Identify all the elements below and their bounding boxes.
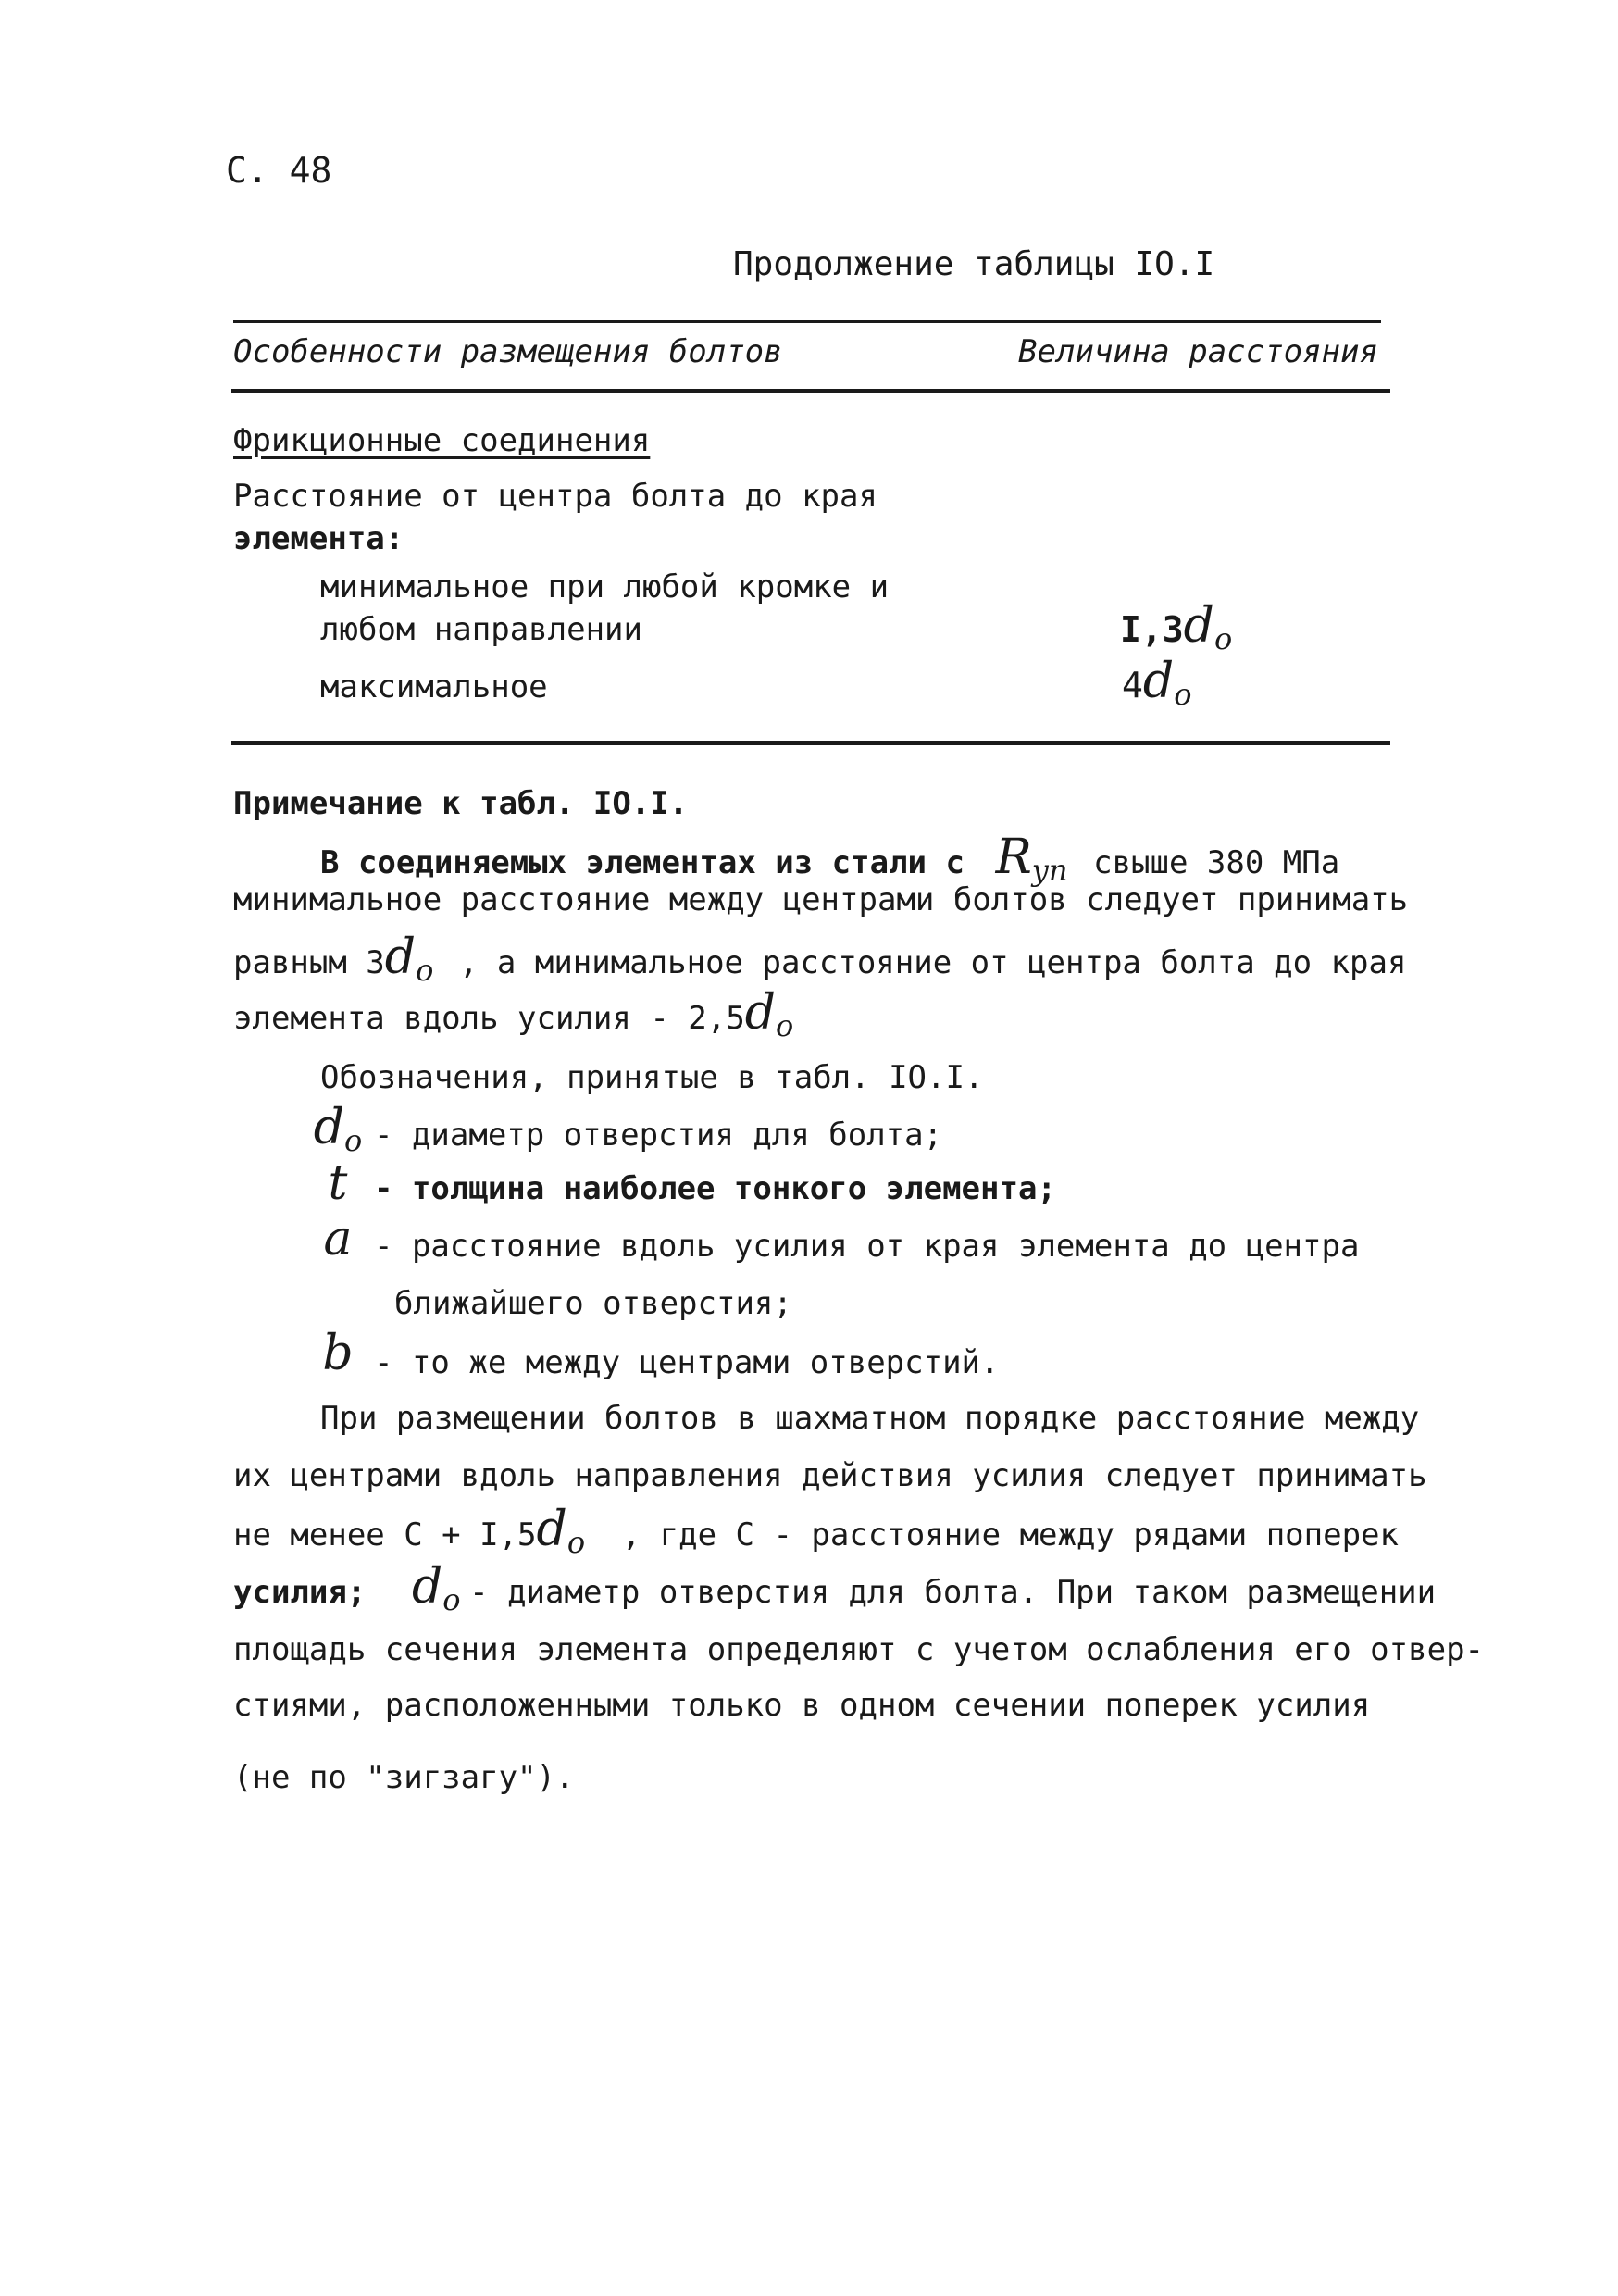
note-p1-line-4 [233, 985, 794, 1043]
page-number: С. 48 [226, 150, 332, 191]
legend-symbol: t [328, 1155, 348, 1211]
note-text: усилия; [233, 1574, 367, 1611]
note-p2-line-7: (не по "зигзагу"). [233, 1759, 575, 1796]
legend-text: - расстояние вдоль усилия от края элемента до центра [374, 1228, 1360, 1265]
do-subscript: o [1214, 621, 1233, 656]
legend-item-a-continuation: ближайшего отверстия; [394, 1285, 792, 1322]
note-text: свыше 380 МПа [1093, 844, 1340, 881]
table-bottom-rule [231, 741, 1390, 745]
do-symbol: d [411, 1559, 443, 1615]
legend-item-b [305, 1326, 1416, 1381]
note-p2-line-5: площадь сечения элемента определяют с учетом ослабления его отвер- [233, 1631, 1485, 1668]
table-header-distance: Величина расстояния [1018, 333, 1378, 370]
row-minimal-value [1120, 598, 1233, 656]
section-title: Фрикционные соединения [233, 422, 651, 459]
do-subscript: o [775, 1008, 794, 1043]
note-p2-line-4 [233, 1559, 1437, 1617]
note-text: элемента вдоль усилия - 2,5 [233, 1000, 745, 1037]
table-intro-line-1: Расстояние от центра болта до края [233, 478, 877, 515]
table-header-rule [231, 389, 1390, 393]
do-subscript: o [416, 953, 434, 988]
do-symbol: d [1183, 598, 1214, 654]
legend-item-a [305, 1211, 1416, 1267]
note-text: равным 3 [233, 944, 385, 981]
note-p2-line-6: стиями, расположенными только в одном сечении поперек усилия [233, 1687, 1371, 1724]
row-maximal-number: 4 [1122, 665, 1143, 705]
legend-symbol: b [322, 1326, 354, 1381]
do-subscript: o [442, 1582, 461, 1617]
do-symbol: d [1142, 654, 1175, 709]
do-subscript: o [1174, 677, 1192, 712]
legend-item-do [305, 1100, 1416, 1158]
note-p1-line-2: минимальное расстояние между центрами болтов следует принимать [233, 881, 1409, 918]
note-p2-line-1: При размещении болтов в шахматном порядке расстояние между [320, 1400, 1420, 1437]
do-symbol: d [744, 985, 776, 1041]
table-top-rule [233, 320, 1381, 323]
note-text: не менее С + I,5 [233, 1516, 537, 1554]
note-text: - диаметр отверстия для болта. При таком размещении [469, 1574, 1437, 1611]
note-text: В соединяемых элементах из стали с [320, 844, 965, 881]
note-text: , где С - расстояние между рядами поперек [621, 1516, 1399, 1554]
legend-symbol: a [323, 1211, 353, 1267]
do-subscript: o [566, 1525, 586, 1560]
legend-text: - диаметр отверстия для болта; [374, 1117, 943, 1154]
legend-symbol: do [313, 1100, 363, 1158]
note-p2-line-3 [233, 1502, 1399, 1560]
note-title: Примечание к табл. IO.I. [233, 785, 689, 822]
row-maximal-label: максимальное [320, 668, 548, 705]
ryn-symbol: R [995, 830, 1032, 885]
row-minimal-label-line-1: минимальное при любой кромке и [320, 568, 890, 605]
ryn-subscript: yn [1031, 853, 1068, 888]
row-maximal-value [1122, 654, 1192, 712]
note-p1-line-1 [320, 830, 1340, 888]
row-minimal-label-line-2: любом направлении [320, 611, 642, 648]
note-p1-line-3 [233, 930, 1407, 988]
table-continuation-caption: Продолжение таблицы IO.I [733, 245, 1215, 283]
table-intro-line-2: элемента: [233, 520, 404, 557]
legend-title: Обозначения, принятые в табл. IO.I. [320, 1059, 984, 1096]
legend-item-t [305, 1155, 1416, 1211]
table-header-features: Особенности размещения болтов [233, 333, 783, 370]
legend-text: - то же между центрами отверстий. [374, 1344, 1000, 1381]
note-p2-line-2: их центрами вдоль направления действия усилия следует принимать [233, 1457, 1427, 1494]
do-symbol: d [536, 1502, 567, 1557]
do-symbol: d [384, 930, 417, 985]
legend-text: - толщина наиболее тонкого элемента; [374, 1170, 1056, 1207]
note-text: , а минимальное расстояние от центра болта до края [458, 944, 1407, 981]
row-minimal-number: I,3 [1120, 609, 1184, 650]
